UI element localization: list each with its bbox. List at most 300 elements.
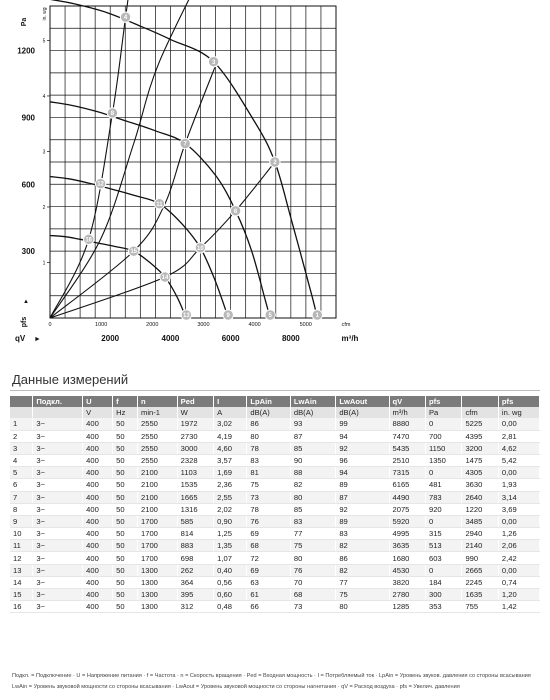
table-cell: 99 [336,418,389,430]
table-cell: 2780 [389,589,425,601]
x-axis-arrow-icon: ► [34,336,41,343]
table-cell: 50 [113,528,138,540]
table-cell: 2140 [462,540,498,552]
table-cell: 2100 [138,503,178,515]
table-cell: 3,14 [498,491,539,503]
table-cell: 3~ [33,479,83,491]
inwg-tick-label: 4 [42,93,46,100]
table-row [10,540,540,552]
table-cell: 93 [290,418,335,430]
table-cell: 1300 [138,576,178,588]
units-cell: min-1 [138,407,178,418]
table-cell: 300 [425,589,461,601]
table-cell: 920 [425,503,461,515]
table-cell: 353 [425,601,461,613]
table-cell: 76 [290,564,335,576]
x-tick-label: 4000 [161,334,180,343]
table-cell: 4395 [462,430,498,442]
table-cell: 3 [10,442,33,454]
x-tick-label: 2000 [101,334,120,343]
table-cell: 1,25 [214,528,247,540]
table-cell: 89 [336,479,389,491]
table-cell: 4 [10,454,33,466]
table-cell: 50 [113,418,138,430]
table-cell: 50 [113,540,138,552]
table-cell: 2550 [138,418,178,430]
table-cell: 2550 [138,442,178,454]
table-cell: 3820 [389,576,425,588]
table-cell: 0 [425,515,461,527]
table-cell: 7315 [389,467,425,479]
units-cell [10,407,33,418]
table-row [10,479,540,491]
table-row [10,467,540,479]
table-cell: 0,00 [498,467,539,479]
table-cell: 73 [247,491,291,503]
table-header-row [10,396,540,407]
x-tick-label: 6000 [221,334,240,343]
operating-point-label: 10 [197,245,204,252]
table-cell: 13 [10,564,33,576]
table-cell: 315 [425,528,461,540]
table-cell: 70 [290,576,335,588]
table-cell: 82 [290,479,335,491]
table-cell: 2100 [138,467,178,479]
table-cell: 75 [247,479,291,491]
table-cell: 81 [247,467,291,479]
table-cell: 80 [290,552,335,564]
table-cell: 9 [10,515,33,527]
table-cell: 50 [113,454,138,466]
y-axis-arrow-icon: ▲ [23,299,29,305]
table-cell: 50 [113,552,138,564]
cfm-tick-label: 2000 [146,322,159,328]
table-cell: 0,00 [498,418,539,430]
table-cell: 400 [83,442,113,454]
x-unit-label: m³/h [341,334,359,343]
header-cell [10,396,33,407]
operating-point-label: 9 [226,313,230,320]
table-cell: 400 [83,515,113,527]
table-cell: 1,42 [498,601,539,613]
table-cell: 1700 [138,515,178,527]
table-cell: 783 [425,491,461,503]
table-cell: 3~ [33,442,83,454]
table-cell: 82 [336,564,389,576]
header-cell: qV [389,396,425,407]
table-row [10,454,540,466]
inwg-tick-label: 2 [42,204,46,211]
table-cell: 0 [425,467,461,479]
table-cell: 2,42 [498,552,539,564]
table-cell: 5920 [389,515,425,527]
table-cell: 3~ [33,564,83,576]
table-cell: 1316 [177,503,213,515]
table-cell: 15 [10,589,33,601]
units-cell: Hz [113,407,138,418]
table-cell: 2328 [177,454,213,466]
table-cell: 92 [336,442,389,454]
units-cell: m³/h [389,407,425,418]
table-cell: 400 [83,552,113,564]
table-cell: 68 [290,589,335,601]
operating-point-label: 14 [161,275,169,282]
table-cell: 400 [83,430,113,442]
table-cell: 88 [290,467,335,479]
table-cell: 12 [10,552,33,564]
table-cell: 94 [336,430,389,442]
table-cell: 3,02 [214,418,247,430]
table-cell: 1285 [389,601,425,613]
table-cell: 3~ [33,576,83,588]
table-cell: 755 [462,601,498,613]
units-cell: A [214,407,247,418]
table-cell: 481 [425,479,461,491]
table-cell: 3~ [33,601,83,613]
table-cell: 3~ [33,540,83,552]
table-cell: 78 [247,442,291,454]
table-cell: 585 [177,515,213,527]
table-cell: 1,20 [498,589,539,601]
table-cell: 83 [247,454,291,466]
table-cell: 1680 [389,552,425,564]
table-cell: 4,60 [214,442,247,454]
table-cell: 513 [425,540,461,552]
table-cell: 2,02 [214,503,247,515]
units-cell [33,407,83,418]
table-cell: 82 [336,540,389,552]
table-cell: 1300 [138,564,178,576]
x-axis-label: qV [15,334,26,343]
table-cell: 3630 [462,479,498,491]
table-cell: 50 [113,442,138,454]
cfm-tick-label: 5000 [299,322,312,328]
table-cell: 990 [462,552,498,564]
table-cell: 1300 [138,601,178,613]
inwg-tick-label: 3 [42,149,46,156]
table-cell: 3~ [33,454,83,466]
table-cell: 262 [177,564,213,576]
operating-point-label: 8 [110,111,115,118]
table-cell: 11 [10,540,33,552]
table-cell: 3~ [33,552,83,564]
table-cell: 400 [83,418,113,430]
operating-point-label: 11 [156,201,163,208]
table-cell: 83 [336,528,389,540]
table-cell: 92 [336,503,389,515]
y-tick-label: 1200 [17,46,35,56]
table-cell: 400 [83,528,113,540]
table-cell: 2665 [462,564,498,576]
section-divider [10,390,540,391]
y-tick-label: 900 [21,113,35,123]
table-cell: 3~ [33,491,83,503]
table-cell: 1700 [138,540,178,552]
table-cell: 700 [425,430,461,442]
inwg-axis-label: in. wg [42,7,48,21]
table-cell: 3,57 [214,454,247,466]
table-cell: 7470 [389,430,425,442]
cfm-tick-label: 4000 [248,322,261,328]
table-cell: 4995 [389,528,425,540]
legend-line-1: Подкл. = Подключение · U = Напряжение питания · f = Частота · n = Скорость вращения · Ped = Входная мощность · I = Потребляемый ток · LpAin = Уровень звуков. давления со стороны всасывания [12,673,531,679]
table-row [10,418,540,430]
table-cell: 364 [177,576,213,588]
table-cell: 3~ [33,503,83,515]
table-cell: 1103 [177,467,213,479]
table-row [10,576,540,588]
table-cell: 2075 [389,503,425,515]
cfm-tick-label: 3000 [197,322,210,328]
table-cell: 400 [83,454,113,466]
table-cell: 0,60 [214,589,247,601]
y-unit-label: Pa [21,17,28,27]
table-cell: 400 [83,589,113,601]
units-cell: W [177,407,213,418]
table-cell: 1350 [425,454,461,466]
table-cell: 5435 [389,442,425,454]
table-cell: 1,93 [498,479,539,491]
table-cell: 1 [10,418,33,430]
table-cell: 3,69 [498,503,539,515]
table-cell: 86 [336,552,389,564]
table-cell: 883 [177,540,213,552]
table-cell: 1300 [138,589,178,601]
table-cell: 14 [10,576,33,588]
table-cell: 50 [113,503,138,515]
table-cell: 80 [247,430,291,442]
table-body [10,418,540,613]
table-cell: 3000 [177,442,213,454]
operating-point-label: 12 [97,181,104,188]
operating-point-label: 4 [123,15,128,22]
table-cell: 50 [113,564,138,576]
units-cell: dB(A) [290,407,335,418]
table-cell: 400 [83,479,113,491]
table-cell: 400 [83,467,113,479]
table-cell: 0,40 [214,564,247,576]
operating-point-label: 13 [183,313,190,320]
table-cell: 0,00 [498,515,539,527]
units-cell: cfm [462,407,498,418]
table-cell: 66 [247,601,291,613]
x-tick-label: 8000 [281,334,300,343]
table-cell: 75 [290,540,335,552]
table-cell: 2510 [389,454,425,466]
table-cell: 3~ [33,589,83,601]
table-row [10,430,540,442]
table-cell: 2,55 [214,491,247,503]
table-cell: 69 [247,528,291,540]
table-cell: 0,90 [214,515,247,527]
table-row [10,564,540,576]
table-cell: 85 [290,442,335,454]
table-cell: 1220 [462,503,498,515]
table-cell: 3~ [33,515,83,527]
table-cell: 2245 [462,576,498,588]
table-cell: 2550 [138,430,178,442]
section-title: Данные измерений [12,372,129,387]
table-cell: 5 [10,467,33,479]
header-cell: LwAin [290,396,335,407]
operating-point-label: 3 [211,59,216,66]
table-cell: 1972 [177,418,213,430]
units-cell: dB(A) [336,407,389,418]
table-cell: 2640 [462,491,498,503]
table-cell: 90 [290,454,335,466]
table-cell: 50 [113,479,138,491]
table-row [10,503,540,515]
y-axis-label: pfs [21,316,28,328]
table-cell: 0 [425,418,461,430]
table-cell: 3635 [389,540,425,552]
cfm-tick-label: 0 [48,322,52,328]
table-cell: 400 [83,540,113,552]
table-cell: 603 [425,552,461,564]
table-cell: 83 [290,515,335,527]
table-cell: 63 [247,576,291,588]
header-cell: LpAin [247,396,291,407]
table-cell: 61 [247,589,291,601]
table-cell: 0,48 [214,601,247,613]
table-cell: 312 [177,601,213,613]
table-units-row [10,407,540,418]
units-cell: V [83,407,113,418]
operating-point-label: 2 [273,160,277,167]
table-cell: 96 [336,454,389,466]
legend-line-2: LwAin = Уровень звуковой мощности со стороны всасывания · LwAout = Уровень звуковой мощности со стороны нагнетания · qV = Расход воздуха · pfs = Увелич. давления [12,684,460,690]
table-cell: 2 [10,430,33,442]
table-cell: 3~ [33,528,83,540]
table-cell: 5,42 [498,454,539,466]
table-cell: 0,56 [214,576,247,588]
table-row [10,589,540,601]
table-cell: 0,00 [498,564,539,576]
table-cell: 50 [113,576,138,588]
table-cell: 400 [83,503,113,515]
table-row [10,601,540,613]
operating-point-label: 5 [268,313,272,320]
table-cell: 1700 [138,528,178,540]
table-cell: 1,35 [214,540,247,552]
table-cell: 78 [247,503,291,515]
table-cell: 1475 [462,454,498,466]
table-cell: 2,36 [214,479,247,491]
table-cell: 2,81 [498,430,539,442]
cfm-tick-label: 1000 [95,322,108,328]
header-cell: f [113,396,138,407]
header-cell: Подкл. [33,396,83,407]
table-cell: 80 [290,491,335,503]
header-cell: pfs [425,396,461,407]
table-cell: 1,26 [498,528,539,540]
table-cell: 2100 [138,491,178,503]
table-cell: 1150 [425,442,461,454]
table-cell: 1,07 [214,552,247,564]
table-row [10,528,540,540]
table-cell: 50 [113,515,138,527]
table-cell: 50 [113,601,138,613]
table-cell: 6165 [389,479,425,491]
table-cell: 1,69 [214,467,247,479]
operating-point-label: 16 [85,237,93,244]
table-cell: 77 [290,528,335,540]
table-cell: 68 [247,540,291,552]
table-cell: 3~ [33,430,83,442]
inwg-tick-label: 5 [42,38,46,45]
table-cell: 6 [10,479,33,491]
table-cell: 4490 [389,491,425,503]
header-cell: n [138,396,178,407]
table-cell: 1535 [177,479,213,491]
table-cell: 10 [10,528,33,540]
table-cell: 85 [290,503,335,515]
measurement-table [10,396,540,613]
table-cell: 400 [83,491,113,503]
table-cell: 73 [290,601,335,613]
table-row [10,552,540,564]
table-cell: 1635 [462,589,498,601]
table-cell: 0 [425,564,461,576]
units-cell: in. wg [498,407,539,418]
operating-point-label: 7 [183,141,187,148]
table-cell: 184 [425,576,461,588]
inwg-tick-label: 1 [42,260,46,267]
table-row [10,491,540,503]
table-cell: 75 [336,589,389,601]
table-cell: 2550 [138,454,178,466]
table-cell: 94 [336,467,389,479]
y-tick-label: 600 [21,180,35,190]
table-cell: 72 [247,552,291,564]
table-cell: 3200 [462,442,498,454]
table-cell: 5225 [462,418,498,430]
header-cell: pfs [498,396,539,407]
units-cell: Pa [425,407,461,418]
table-cell: 7 [10,491,33,503]
table-cell: 80 [336,601,389,613]
table-cell: 50 [113,430,138,442]
table-cell: 87 [290,430,335,442]
table-cell: 50 [113,491,138,503]
table-cell: 4,19 [214,430,247,442]
table-cell: 86 [247,418,291,430]
table-cell: 76 [247,515,291,527]
operating-point-label: 6 [233,208,238,215]
units-cell: dB(A) [247,407,291,418]
table-cell: 3~ [33,467,83,479]
operating-point-label: 15 [130,249,138,256]
table-cell: 814 [177,528,213,540]
table-cell: 50 [113,589,138,601]
table-cell: 400 [83,601,113,613]
header-cell: Ped [177,396,213,407]
table-cell: 4,62 [498,442,539,454]
table-cell: 89 [336,515,389,527]
table-cell: 8 [10,503,33,515]
operating-point-label: 1 [315,313,320,320]
table-cell: 0,74 [498,576,539,588]
table-cell: 8880 [389,418,425,430]
table-cell: 2,06 [498,540,539,552]
table-cell: 400 [83,576,113,588]
header-cell [462,396,498,407]
table-cell: 16 [10,601,33,613]
table-cell: 2100 [138,479,178,491]
table-cell: 50 [113,467,138,479]
cfm-axis-label: cfm [341,322,351,328]
y-tick-label: 300 [21,247,35,257]
